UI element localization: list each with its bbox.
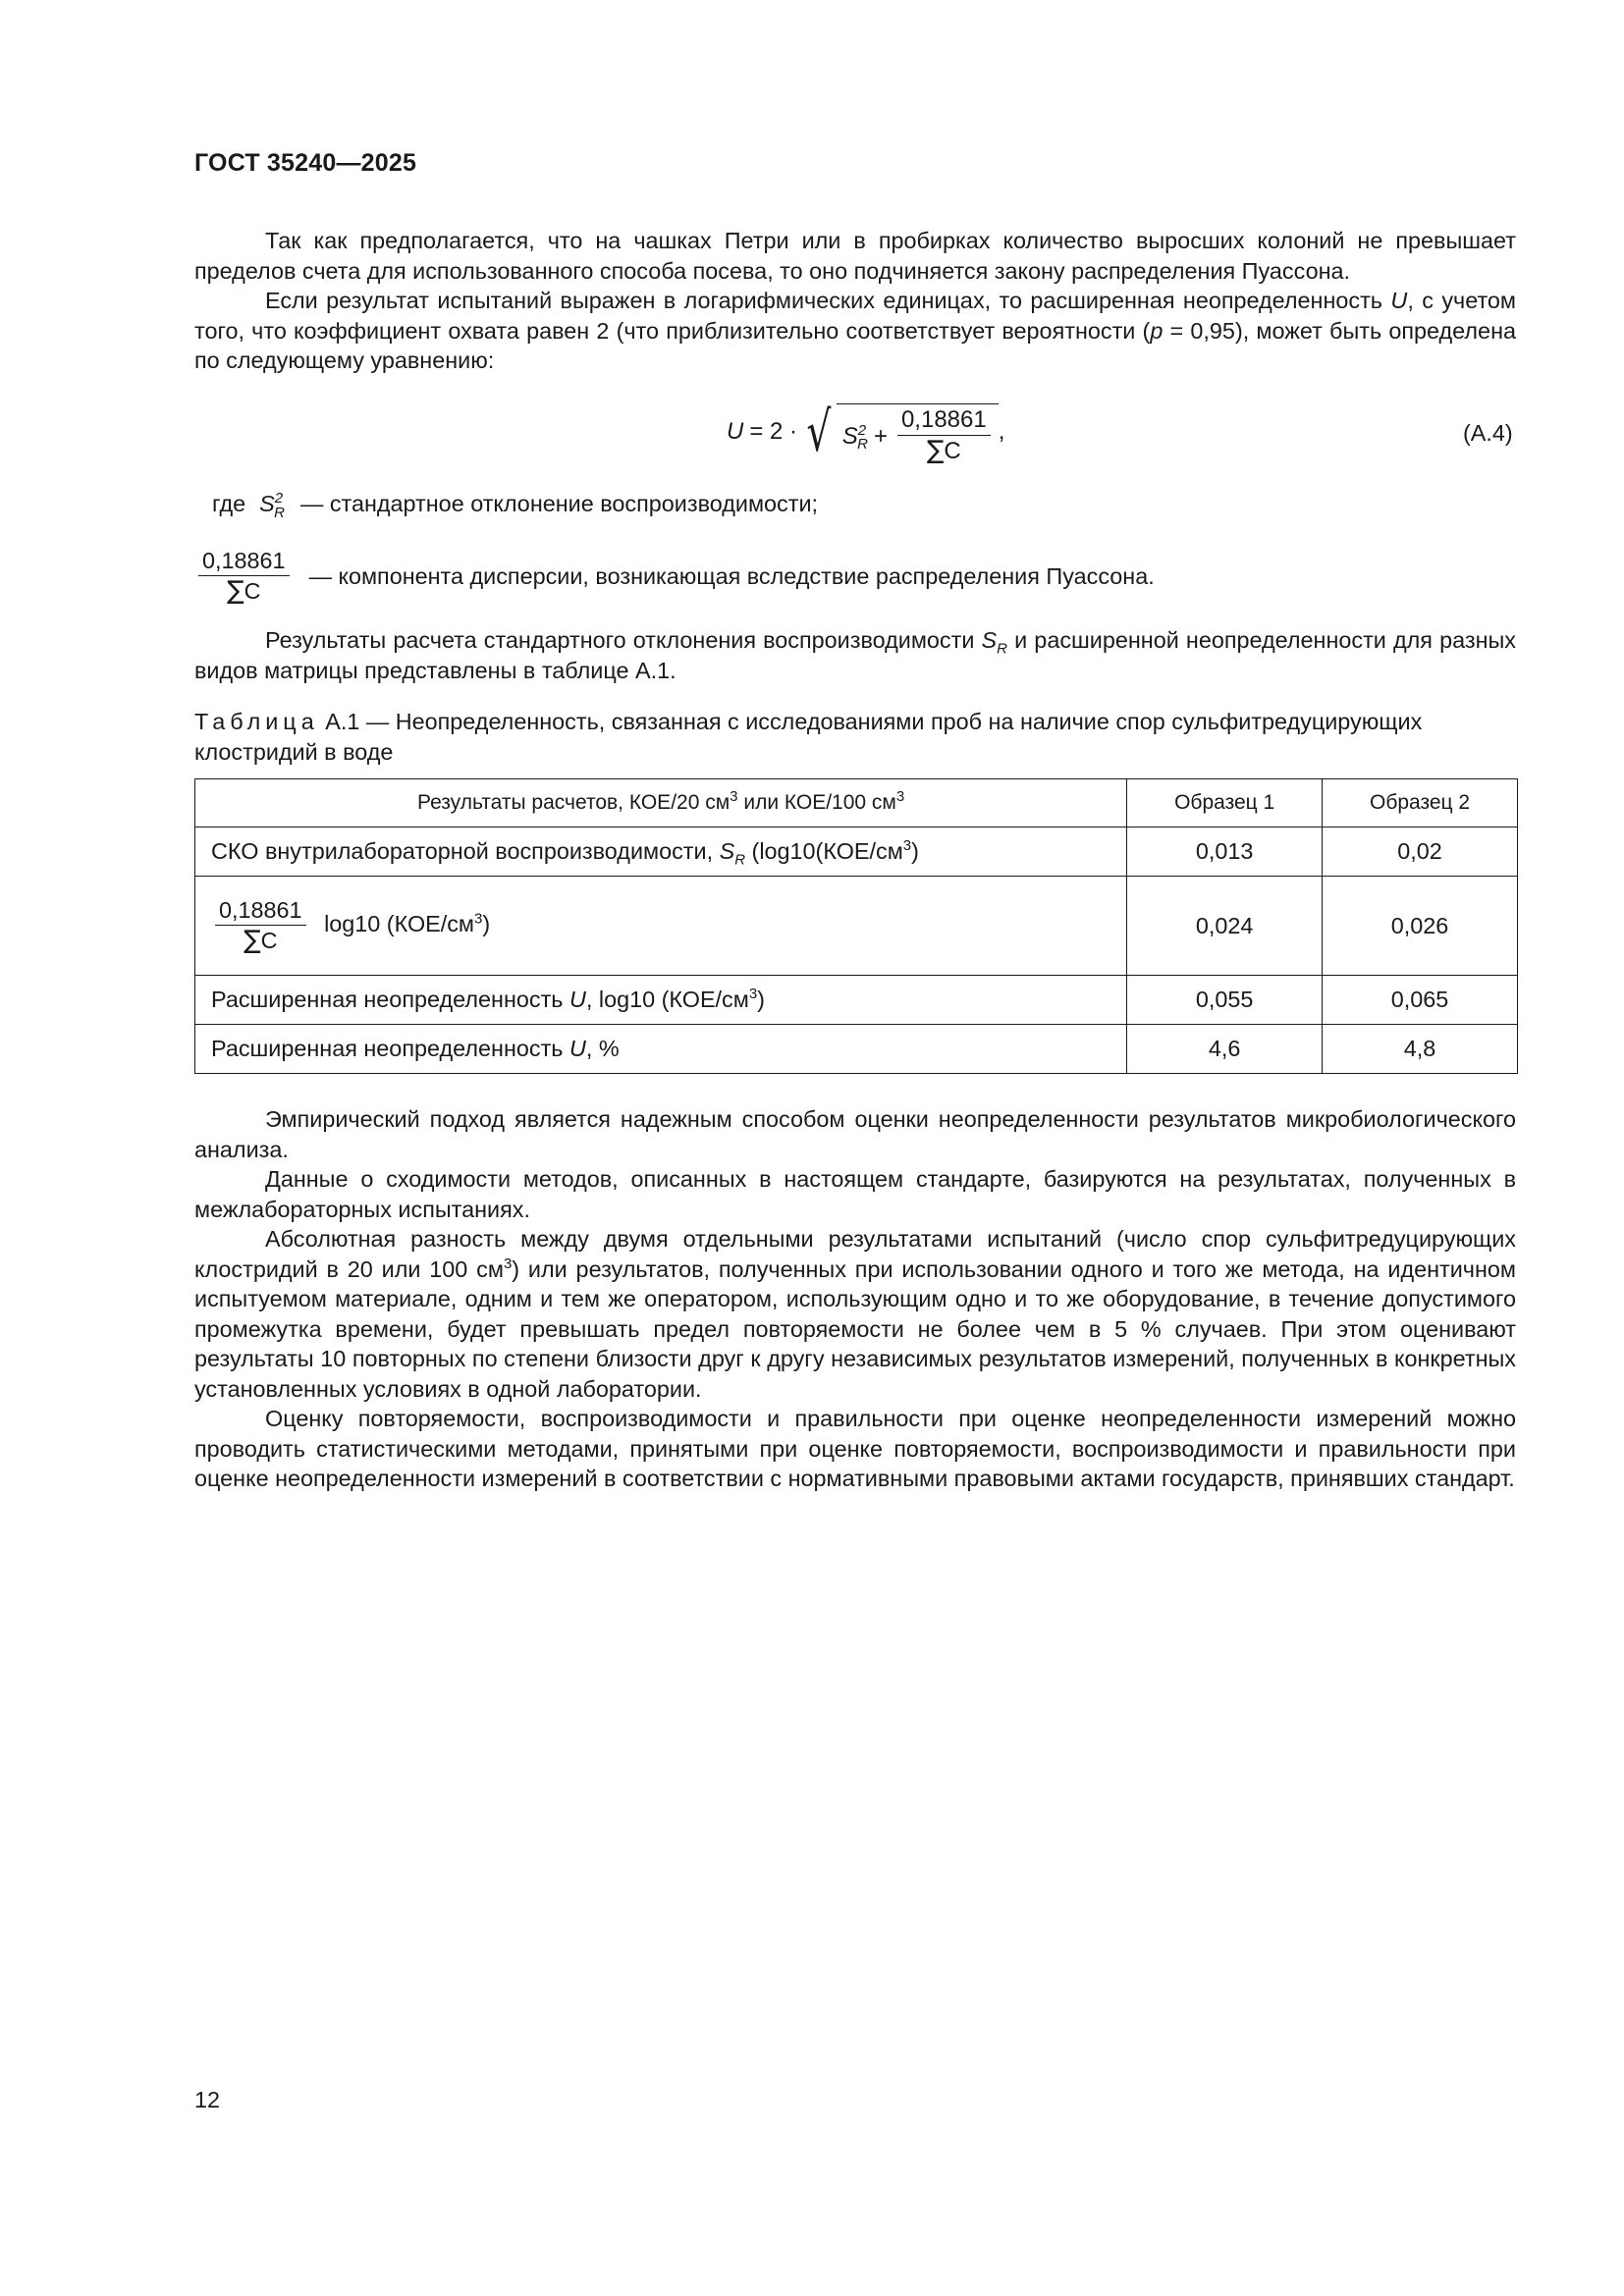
header-sample-2: Образец 2: [1323, 779, 1518, 828]
formula-a4: U = 2 · √ $S^2_R$ + $\frac{0,18861}{\sum C}$ ,: [727, 400, 1005, 465]
cell-sample-1: 4,6: [1127, 1025, 1323, 1074]
formula-fraction: $\frac{0,18861}{\sum C}$: [897, 406, 991, 466]
equation-number: (А.4): [1463, 420, 1513, 446]
page-number: 12: [194, 2087, 221, 2112]
paragraph-assessment: Оценку повторяемости, воспроизводимости и правильности при оценке неопределенности измерений можно проводить статистическими методами, принятыми при оценке повторяемости, воспроизводимости и правильности при оценке неопределенности измерений в соответствии с нормативными правовыми актами государств, принявших стандарт.: [194, 1406, 1516, 1491]
definition-fraction: $\frac{0,18861}{\sum C}$: [198, 547, 290, 606]
cell-sample-2: 0,065: [1323, 976, 1518, 1025]
sqrt-icon: √: [806, 400, 832, 464]
table-row: [195, 877, 1518, 976]
table-caption: Таблица А.1 — Неопределенность, связанная с исследованиями проб на наличие спор сульфитредуцирующих клостридий в воде: [194, 709, 1423, 765]
row-label: Расширенная неопределенность U, %: [195, 1025, 1127, 1074]
paragraph-convergence: Данные о сходимости методов, описанных в настоящем стандарте, базируются на результатах, полученных в межлабораторных испытаниях.: [194, 1166, 1516, 1222]
row-label: Расширенная неопределенность U, log10 $(КОЕ/см^3)$: [195, 976, 1127, 1025]
row-label: СКО внутрилабораторной воспроизводимости, $S_R$ ($\log 10(КОЕ/см^3)$: [195, 828, 1127, 877]
cell-sample-1: 0,013: [1127, 828, 1323, 877]
header-sample-1: Образец 1: [1127, 779, 1323, 828]
cell-sample-1: 0,024: [1127, 877, 1323, 976]
table-row: [195, 1025, 1518, 1074]
table-row: [195, 828, 1518, 877]
table-fraction: $\frac{0,18861}{\sum C}$: [215, 896, 306, 955]
table-header-row: [195, 779, 1518, 828]
closing-text: [194, 1104, 1516, 1494]
formula-radicand: $S^2_R$ + $\frac{0,18861}{\sum C}$: [837, 403, 999, 466]
intro-text: [194, 226, 1516, 376]
cell-sample-2: 0,02: [1323, 828, 1518, 877]
uncertainty-table: [194, 778, 1518, 1074]
row-label: $\frac{0,18861}{\sum C}$ log10 $(КОЕ/см^3)$: [195, 877, 1127, 976]
paragraph-uncertainty: Если результат испытаний выражен в логарифмических единицах, то расширенная неопределенность U, с учетом того, что коэффициент охвата равен 2 (что приблизительно соответствует вероятности (p = 0,95), может быть определена по следующему уравнению:: [194, 288, 1516, 373]
document-header: ГОСТ 35240—2025: [194, 149, 417, 177]
cell-sample-2: 4,8: [1323, 1025, 1518, 1074]
cell-sample-2: 0,026: [1323, 877, 1518, 976]
results-paragraph: Результаты расчета стандартного отклонения воспроизводимости $S_R$ и расширенной неопределенности для разных видов матрицы представлены в таблице А.1.: [194, 627, 1516, 683]
header-results: Результаты расчетов, КОЕ/20 $см^3$ или КОЕ/100 $см^3$: [195, 779, 1127, 828]
paragraph-empirical: Эмпирический подход является надежным способом оценки неопределенности результатов микробиологического анализа.: [194, 1106, 1516, 1162]
definition-sr: где $S^2_R$ — стандартное отклонение воспроизводимости;: [212, 490, 819, 521]
cell-sample-1: 0,055: [1127, 976, 1323, 1025]
table-row: [195, 976, 1518, 1025]
paragraph-poisson: Так как предполагается, что на чашках Петри или в пробирках количество выросших колоний не превышает пределов счета для использованного способа посева, то оно подчиняется закону распределения Пуассона.: [194, 228, 1516, 284]
paragraph-absolute-difference: Абсолютная разность между двумя отдельными результатами испытаний (число спор сульфитредуцирующих клостридий в 20 или 100 $см^3$) или результатов, полученных при использовании одного и того же метода, на идентичном испытуемом материале, одним и тем же оператором, использующим одно и то же оборудование, в течение допустимого промежутка времени, будет превышать предел повторяемости не более чем в 5 % случаев. При этом оценивают результаты 10 повторных по степени близости друг к другу независимых результатов измерений, полученных в конкретных установленных условиях в одной лаборатории.: [194, 1226, 1516, 1402]
definition-poisson: $\frac{0,18861}{\sum C}$ — компонента дисперсии, возникающая вследствие распределения Пуассона.: [194, 547, 1155, 606]
